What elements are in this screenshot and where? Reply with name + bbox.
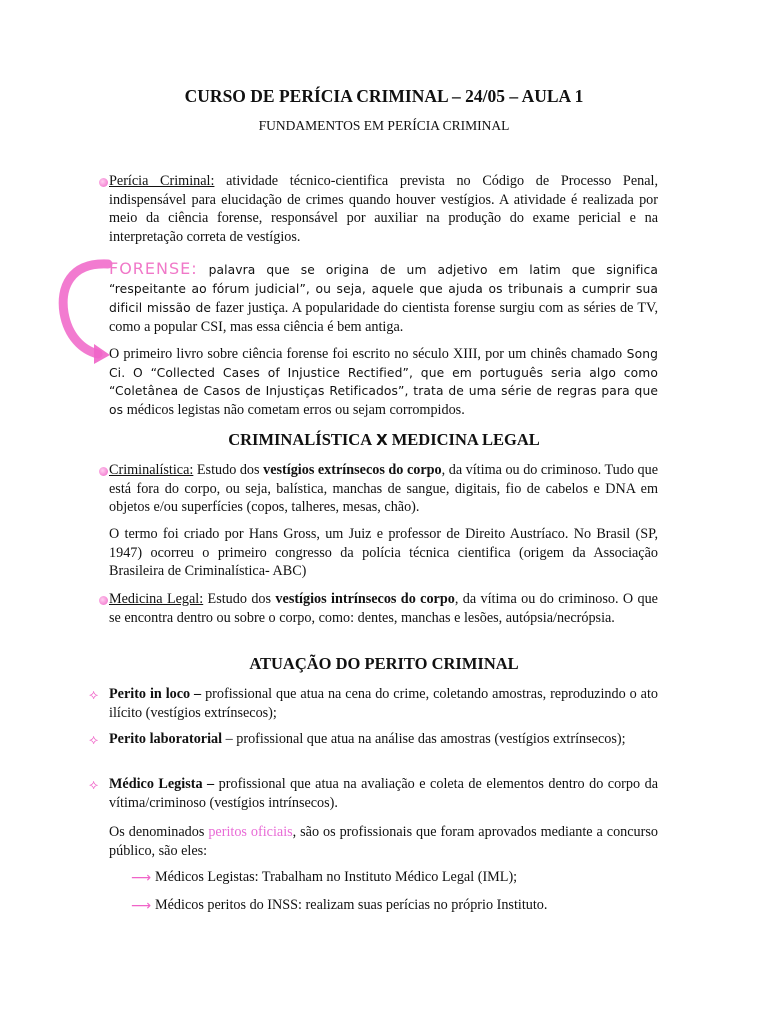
perito-text: – profissional que atua na análise das amostras (vestígios extrínsecos); xyxy=(222,731,626,747)
sparkle-bullet-icon: ⟡ xyxy=(89,777,99,793)
criminalistica-term: Criminalística: xyxy=(109,462,194,478)
sublist-item: Médicos peritos do INSS: realizam suas perícias no próprio Instituto. xyxy=(155,897,548,913)
pericia-paragraph xyxy=(109,172,658,246)
heading1-right: MEDICINA LEGAL xyxy=(391,430,540,449)
medicina-term: Medicina Legal: xyxy=(109,591,204,607)
criminalistica-bold: vestígios extrínsecos do corpo xyxy=(263,462,442,478)
medicina-text2: , da vítima ou do criminoso. O que se encontra dentro ou sobre o corpo, como: dentes, manchas e lesões, autópsia/necrópsia. xyxy=(109,591,658,626)
medicina-paragraph xyxy=(109,590,658,627)
criminalistica-paragraph xyxy=(109,461,658,517)
perito-bold: Perito laboratorial xyxy=(109,731,223,747)
oficiais-text2: , são os profissionais que foram aprovados mediante a concurso público, são eles: xyxy=(109,824,658,859)
arrow-right-icon: ⟶ xyxy=(131,898,152,914)
heading1-x: X xyxy=(376,431,388,449)
medicina-text1: Estudo dos xyxy=(203,591,276,607)
sparkle-bullet-icon: ⟡ xyxy=(89,687,99,703)
livro-text2: médicos legistas não cometam erros ou sejam corrompidos. xyxy=(123,401,465,418)
oficiais-paragraph xyxy=(109,823,658,860)
perito-item xyxy=(109,685,658,722)
sparkle-bullet-icon: ⟡ xyxy=(89,732,99,748)
pericia-text: atividade técnico-cientifica prevista no Código de Processo Penal, indispensável para elucidação de crimes quando houver vestígios. A atividade é realizada por meio da ciência forense, responsável por auxiliar na produção do exame pericial e na interpretação correta de vestígios. xyxy=(109,173,658,245)
termo-paragraph: O termo foi criado por Hans Gross, um Juiz e professor de Direito Austríaco. No Brasil (SP, 1947) ocorreu o primeiro congresso da polícia técnica cientifica (origem da Associação Brasileira de Criminalística- ABC) xyxy=(109,526,658,579)
heading-atuacao: ATUAÇÃO DO PERITO CRIMINAL xyxy=(249,654,519,673)
criminalistica-text2: , da vítima ou do criminoso. Tudo que está fora do corpo, ou seja, balística, manchas de sangue, digitais, fio de cabelos e DNA em objetos e/ou superfícies (copos, talheres, mesas, chão). xyxy=(109,462,659,515)
forense-paragraph xyxy=(109,259,658,337)
perito-item xyxy=(109,730,658,749)
oficiais-text1: Os denominados xyxy=(109,824,209,840)
criminalistica-text1: Estudo dos xyxy=(193,462,264,478)
forense-text: fazer justiça. A popularidade do cientista forense surgiu com as séries de TV, como a popular CSI, mas essa ciência é bem antiga. xyxy=(109,300,659,335)
curved-arrow-icon xyxy=(58,258,114,366)
livro-text: O primeiro livro sobre ciência forense foi escrito no século XIII, por um chinês chamado xyxy=(109,346,623,362)
bullet-dot-icon xyxy=(99,467,108,476)
document-subtitle: FUNDAMENTOS EM PERÍCIA CRIMINAL xyxy=(258,118,510,133)
pericia-term: Perícia Criminal: xyxy=(109,173,215,189)
perito-bold: Médico Legista – xyxy=(109,776,215,792)
heading-criminalistica-medicina xyxy=(0,430,768,450)
oficiais-highlight: peritos oficiais xyxy=(208,824,293,840)
forense-hand-text: palavra que se origina de um adjetivo em latim que significa “respeitante ao fórum judicial”, ou seja, aquele que ajuda os tribunais a cumprir sua dificil missão de xyxy=(109,263,658,315)
sublist-item: Médicos Legistas: Trabalham no Instituto Médico Legal (IML); xyxy=(155,869,518,885)
heading1-left: CRIMINALÍSTICA xyxy=(228,430,373,449)
livro-hand-text: Song Ci. O “Collected Cases of Injustice Rectified”, que em português seria algo como “Coletânea de Casos de Injustiças Retificados”, trata de uma série de regras para que os xyxy=(109,347,658,417)
forense-term: FORENSE: xyxy=(109,259,198,278)
arrow-right-icon: ⟶ xyxy=(131,870,152,886)
perito-item xyxy=(109,775,658,812)
perito-text: profissional que atua na cena do crime, coletando amostras, reproduzindo o ato ilícito (vestígios extrínsecos); xyxy=(109,686,658,721)
bullet-dot-icon xyxy=(99,178,108,187)
perito-text: profissional que atua na avaliação e coleta de elementos dentro do corpo da vítima/criminoso (vestígios intrínsecos). xyxy=(109,776,658,811)
medicina-bold: vestígios intrínsecos do corpo xyxy=(275,591,455,607)
perito-bold: Perito in loco – xyxy=(109,686,202,702)
livro-paragraph xyxy=(109,345,658,419)
bullet-dot-icon xyxy=(99,596,108,605)
document-title: CURSO DE PERÍCIA CRIMINAL – 24/05 – AULA 1 xyxy=(184,86,584,106)
